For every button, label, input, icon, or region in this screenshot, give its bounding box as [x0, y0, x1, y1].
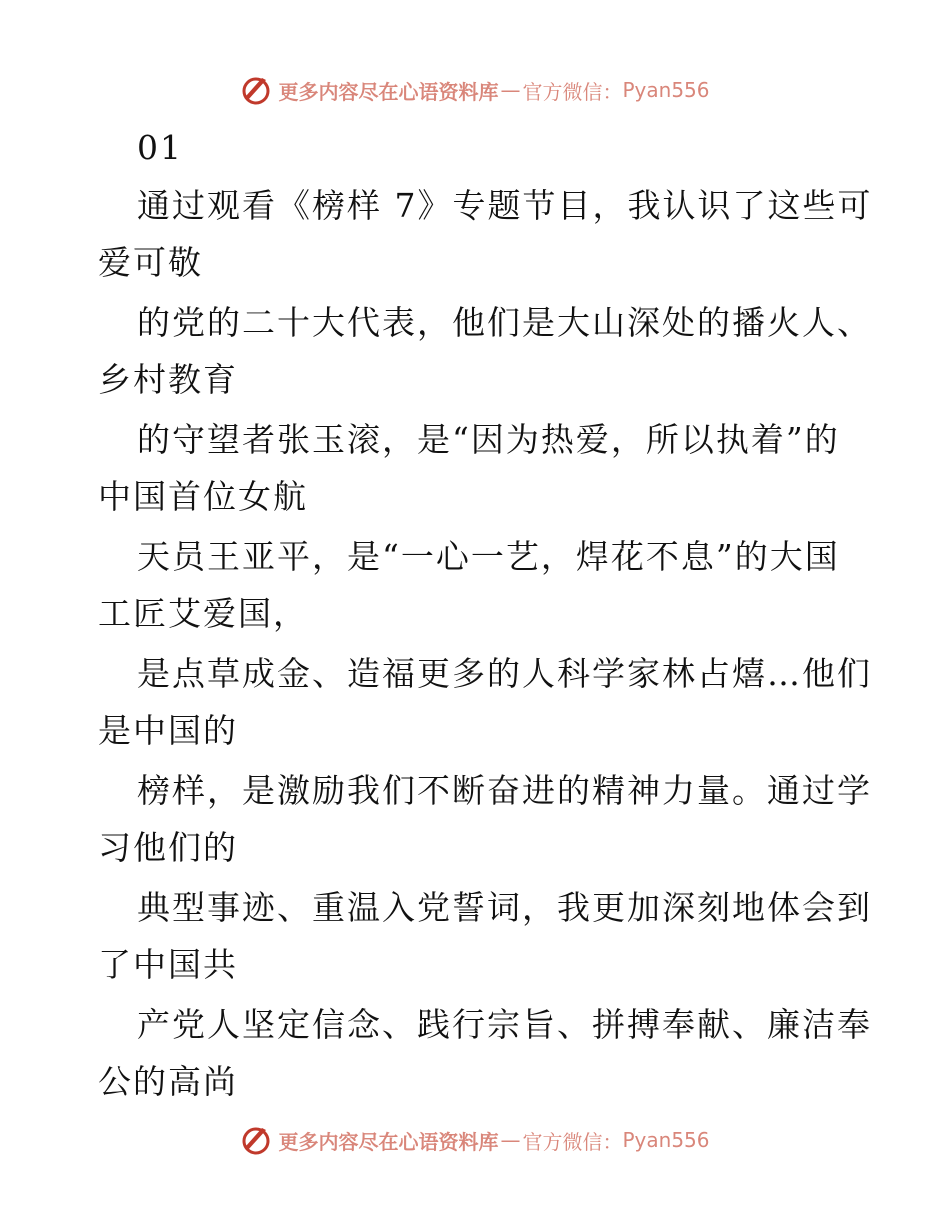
- text-line: 典型事迹、重温入党誓词，我更加深刻地体会到: [137, 888, 872, 927]
- text-line: 工匠艾爱国，: [98, 594, 308, 633]
- text-line: 中国首位女航: [98, 477, 308, 516]
- text-line: 爱可敬: [98, 243, 203, 282]
- banner-dash: —: [500, 78, 521, 102]
- banner-wechat-id: Pyan556: [622, 78, 710, 102]
- text-line: 通过观看《榜样 7》专题节目，我认识了这些可: [137, 186, 873, 225]
- text-line: 产党人坚定信念、践行宗旨、拼搏奉献、廉洁奉: [137, 1005, 872, 1044]
- quill-pen-logo-icon: [240, 74, 272, 106]
- text-line: 乡村教育: [98, 360, 238, 399]
- banner-dash: —: [500, 1128, 521, 1152]
- text-line: 的党的二十大代表，他们是大山深处的播火人、: [137, 303, 872, 342]
- text-line: 公的高尚: [98, 1062, 238, 1101]
- text-line: 习他们的: [98, 828, 238, 867]
- text-line: 了中国共: [98, 945, 238, 984]
- banner-text: 更多内容尽在心语资料库: [278, 1129, 499, 1154]
- banner-wechat-label: 官方微信：: [522, 79, 623, 104]
- banner-text: 更多内容尽在心语资料库: [278, 79, 499, 104]
- text-line: 榜样，是激励我们不断奋进的精神力量。通过学: [137, 771, 872, 810]
- text-line: 是点草成金、造福更多的人科学家林占熺…他们: [137, 654, 872, 693]
- text-line: 天员王亚平，是“一心一艺，焊花不息”的大国: [137, 537, 840, 576]
- quill-pen-logo-icon: [240, 1124, 272, 1156]
- text-line: 是中国的: [98, 711, 238, 750]
- text-line: 01: [137, 128, 183, 167]
- banner-wechat-label: 官方微信：: [522, 1129, 623, 1154]
- banner-wechat-id: Pyan556: [622, 1128, 710, 1152]
- header-banner: [0, 70, 950, 110]
- footer-banner: [0, 1120, 950, 1160]
- text-line: 的守望者张玉滚，是“因为热爱，所以执着”的: [137, 420, 840, 459]
